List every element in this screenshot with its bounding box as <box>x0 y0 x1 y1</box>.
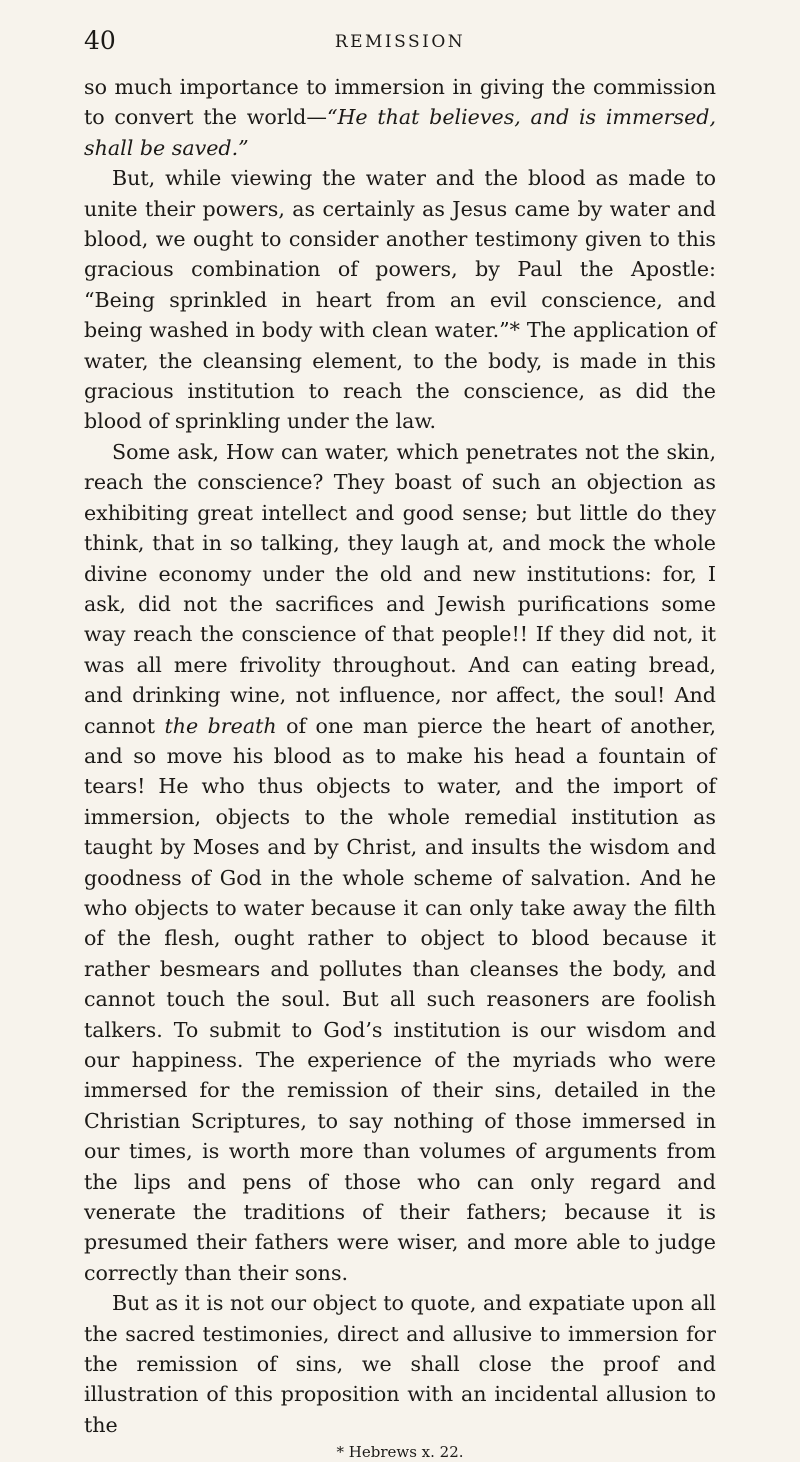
running-head: REMISSION <box>334 32 466 52</box>
paragraph-2 <box>84 163 716 437</box>
page-header <box>84 26 716 66</box>
paragraph-3 <box>84 437 716 1288</box>
scripture-quote: “He that believes, and is immersed, shall be saved.” <box>84 105 716 160</box>
body-text <box>84 72 716 1440</box>
italic-phrase: the breath <box>164 713 277 738</box>
footnote: * Hebrews x. 22. <box>336 1443 464 1462</box>
paragraph-1-text: so much importance to immersion in giving the commission to convert the world— <box>84 75 716 130</box>
paragraph-2-text: But, while viewing the water and the blood as made to unite their powers, as certainly as Jesus came by water and blood, we ought to consider another testimony given to this gracious combination of powers, by Paul the Apostle: “Being sprinkled in heart from an evil conscience, and being washed in body with clean water.”* The application of water, the cleansing element, to the body, is made in this gracious institution to reach the conscience, as did the blood of sprinkling under the law. <box>84 166 716 434</box>
paragraph-4 <box>84 1288 716 1440</box>
paragraph-3-text-end: of one man pierce the heart of another, and so move his blood as to make his head a fountain of tears! He who thus objects to water, and the import of immersion, objects to the whole remedial institution as taught by Moses and by Christ, and insults the wisdom and goodness of God in the whole scheme of salvation. And he who objects to water because it can only take away the filth of the flesh, ought rather to object to blood because it rather besmears and pollutes than cleanses the body, and cannot touch the soul. But all such reasoners are foolish talkers. To submit to God’s institution is our wisdom and our happiness. The experience of the myriads who were immersed for the remission of their sins, detailed in the Christian Scriptures, to say nothing of those immersed in our times, is worth more than volumes of arguments from the lips and pens of those who can only regard and venerate the traditions of their fathers; because it is presumed their fathers were wiser, and more able to judge correctly than their sons. <box>84 713 716 1285</box>
paragraph-4-text: But as it is not our object to quote, and expatiate upon all the sacred testimonies, direct and allusive to immersion for the remission of sins, we shall close the proof and illustration of this proposition with an incidental allusion to the <box>84 1291 716 1437</box>
paragraph-1 <box>84 72 716 163</box>
page-number: 40 <box>84 26 116 55</box>
paragraph-3-text-start: Some ask, How can water, which penetrates not the skin, reach the conscience? They boast of such an objection as exhibiting great intellect and good sense; but little do they think, that in so talking, they laugh at, and mock the whole divine economy under the old and new institutions: for, I ask, did not the sacrifices and Jewish purifications some way reach the conscience of that people!! If they did not, it was all mere frivolity throughout. And can eating bread, and drinking wine, not influence, nor affect, the soul! And cannot <box>84 439 716 738</box>
